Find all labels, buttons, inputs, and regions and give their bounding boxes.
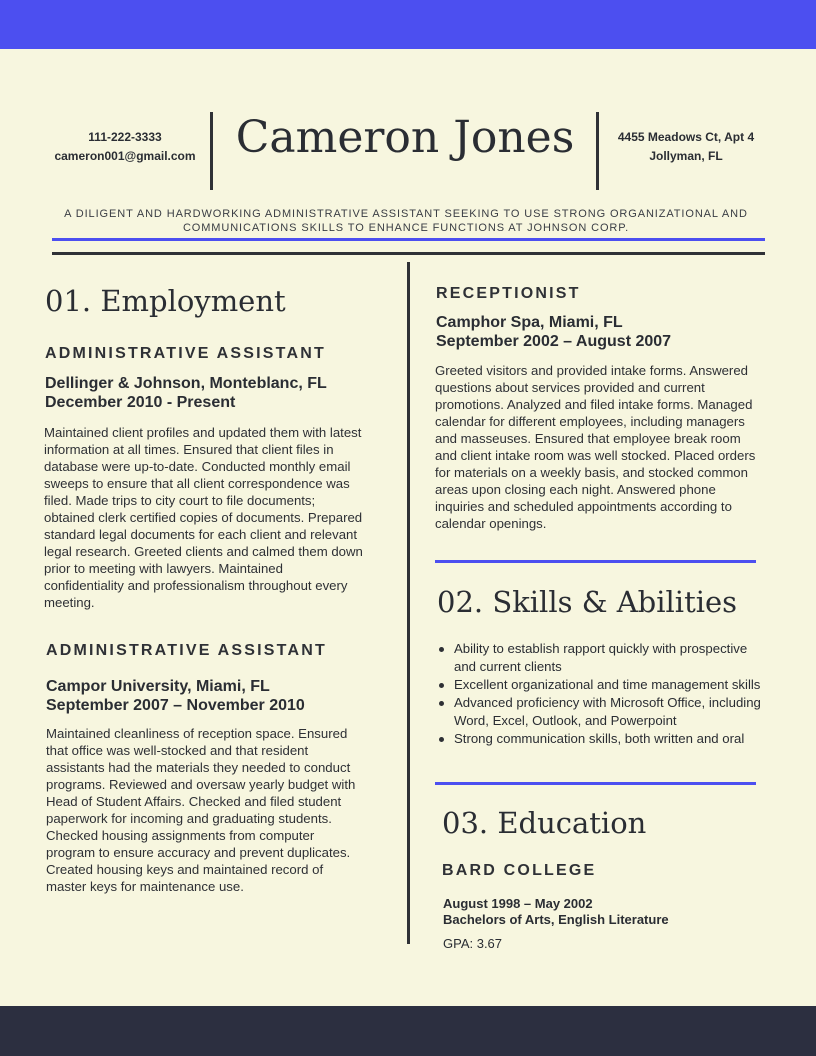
- education-details: [443, 896, 669, 928]
- employer-name: Camphor Spa, Miami, FL: [436, 314, 623, 331]
- bottom-footer-bar: [0, 1006, 816, 1056]
- summary-accent-rule: [52, 238, 765, 241]
- employment-heading: 01. Employment: [45, 284, 286, 318]
- address-line-2: Jollyman, FL: [649, 149, 723, 163]
- list-item: Advanced proficiency with Microsoft Office, including Word, Excel, Outlook, and Powerpoint: [436, 694, 766, 730]
- job-dates: December 2010 - Present: [45, 394, 236, 411]
- job-dates: September 2002 – August 2007: [436, 333, 672, 350]
- address-line-1: 4455 Meadows Ct, Apt 4: [617, 130, 755, 144]
- gpa: GPA: 3.67: [443, 936, 503, 951]
- job-employer: [436, 313, 671, 351]
- degree: Bachelors of Arts, English Literature: [443, 912, 669, 927]
- section-accent-rule: [435, 560, 756, 563]
- job-title: ADMINISTRATIVE ASSISTANT: [46, 642, 327, 659]
- job-dates: September 2007 – November 2010: [46, 697, 305, 714]
- job-description: Maintained cleanliness of reception space. Ensured that office was well-stocked and that resident assistants had the materials they needed to conduct programs. Reviewed and oversaw yearly budget with Head of Student Affairs. Checked and filed student paperwork for incoming and graduating students. Checked housing assignments from computer program to ensure accuracy and prevent duplicates. Created housing keys and maintained record of master keys for maintenance use.: [46, 726, 356, 894]
- header-divider-left: [210, 112, 213, 190]
- skills-heading: 02. Skills & Abilities: [437, 585, 738, 619]
- section-accent-rule: [435, 782, 756, 785]
- employer-name: Campor University, Miami, FL: [46, 678, 270, 695]
- job-employer: [45, 374, 327, 412]
- address: [606, 128, 766, 166]
- job-description: Maintained client profiles and updated them with latest information at all times. Ensured that client files in database were up-to-date. Conducted monthly email sweeps to ensure that all client correspondence was filed. Made trips to city court to file documents; obtained clerk certified copies of documents. Prepared standard legal documents for each client and relevant legal research. Greeted clients and calmed them down prior to meeting with lawyers. Maintained confidentiality and professionalism throughout every meeting.: [44, 425, 363, 610]
- top-accent-bar: [0, 0, 816, 49]
- skills-list: [436, 640, 766, 748]
- employer-name: Dellinger & Johnson, Monteblanc, FL: [45, 375, 327, 392]
- job-title: RECEPTIONIST: [436, 285, 581, 302]
- list-item: Excellent organizational and time management skills: [436, 676, 766, 694]
- header-divider-right: [596, 112, 599, 190]
- summary-dark-rule: [52, 252, 765, 255]
- list-item: Strong communication skills, both written and oral: [436, 730, 766, 748]
- phone-number: 111-222-3333: [88, 130, 162, 144]
- job-employer: [46, 677, 305, 715]
- job-description: Greeted visitors and provided intake forms. Answered questions about services provided and current promotions. Analyzed and filed intake forms. Managed calendar for different employees, including managers and masseuses. Ensured that employee break room and client intake room was well stocked. Placed orders for materials on a weekly basis, and stocked common areas upon closing each night. Answered phone inquiries and scheduled appointments according to calendar openings.: [435, 363, 756, 531]
- education-heading: 03. Education: [442, 806, 647, 840]
- objective-summary: A DILIGENT AND HARDWORKING ADMINISTRATIVE ASSISTANT SEEKING TO USE STRONG ORGANIZATIONAL AND COMMUNICATIONS SKILLS TO ENHANCE FUNCTIONS AT JOHNSON CORP.: [64, 208, 748, 234]
- list-item: Ability to establish rapport quickly with prospective and current clients: [436, 640, 766, 676]
- education-dates: August 1998 – May 2002: [443, 896, 593, 911]
- column-divider: [407, 262, 410, 944]
- email-address: cameron001@gmail.com: [54, 149, 196, 163]
- school-name: BARD COLLEGE: [442, 862, 597, 879]
- contact-info: [40, 128, 210, 166]
- job-title: ADMINISTRATIVE ASSISTANT: [45, 345, 326, 362]
- candidate-name: Cameron Jones: [235, 112, 575, 163]
